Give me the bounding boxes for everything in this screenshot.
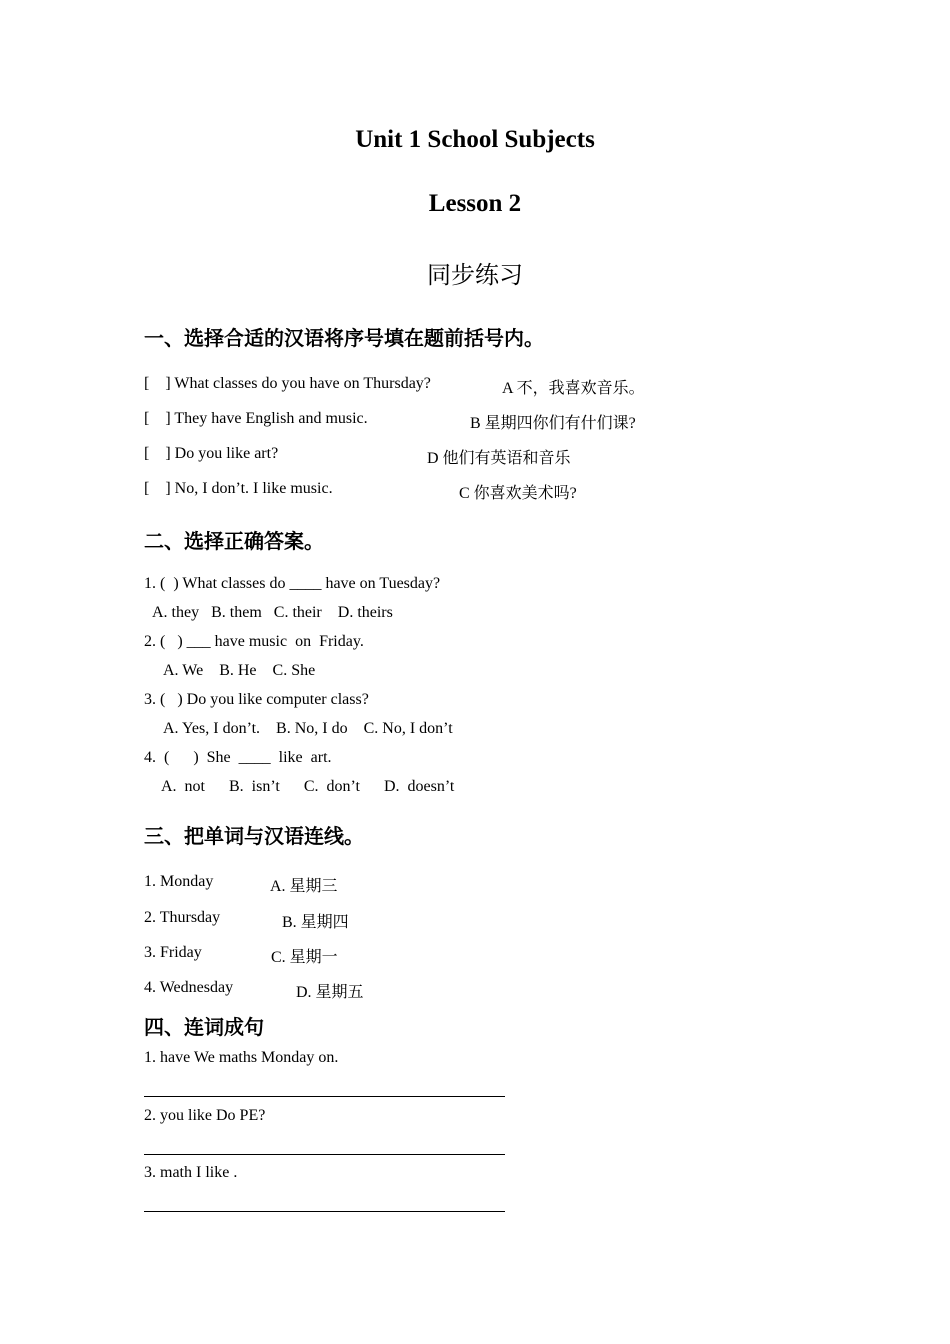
s4-answer-line-2[interactable] bbox=[144, 1154, 505, 1155]
s1-question-1: [ ] What classes do you have on Thursday? bbox=[144, 375, 431, 392]
s2-options-2: A. We B. He C. She bbox=[163, 662, 316, 679]
unit-title: Unit 1 School Subjects bbox=[355, 126, 595, 153]
section4-heading: 四、连词成句 bbox=[144, 1015, 264, 1039]
s2-options-1: A. they B. them C. their D. theirs bbox=[152, 604, 393, 621]
lesson-title: Lesson 2 bbox=[428, 190, 522, 217]
s2-question-3: 3. ( ) Do you like computer class? bbox=[144, 691, 369, 708]
s2-options-3: A. Yes, I don’t. B. No, I do C. No, I don’t bbox=[163, 720, 453, 737]
s1-question-4: [ ] No, I don’t. I like music. bbox=[144, 480, 333, 497]
s1-option-4: C 你喜欢美术吗? bbox=[459, 485, 577, 502]
s3-word-2: 2. Thursday bbox=[144, 909, 221, 926]
practice-title: 同步练习 bbox=[427, 261, 523, 289]
s1-option-1: A 不，我喜欢音乐。 bbox=[502, 380, 645, 397]
s1-option-2: B 星期四你们有什们课? bbox=[470, 415, 636, 432]
s3-meaning-2: B. 星期四 bbox=[282, 914, 349, 931]
s3-meaning-3: C. 星期一 bbox=[271, 949, 338, 966]
section3-heading: 三、把单词与汉语连线。 bbox=[144, 824, 364, 848]
s1-question-2: [ ] They have English and music. bbox=[144, 410, 368, 427]
s2-question-4: 4. ( ) She ____ like art. bbox=[144, 749, 332, 766]
s3-word-4: 4. Wednesday bbox=[144, 979, 234, 996]
s3-meaning-4: D. 星期五 bbox=[296, 984, 364, 1001]
section1-heading: 一、选择合适的汉语将序号填在题前括号内。 bbox=[144, 326, 544, 350]
s2-options-4: A. not B. isn’t C. don’t D. doesn’t bbox=[161, 778, 455, 795]
section2-heading: 二、选择正确答案。 bbox=[144, 529, 324, 553]
s3-word-3: 3. Friday bbox=[144, 944, 202, 961]
s2-question-1: 1. ( ) What classes do ____ have on Tuesday? bbox=[144, 575, 441, 592]
s4-answer-line-3[interactable] bbox=[144, 1211, 505, 1212]
s4-prompt-3: 3. math I like . bbox=[144, 1164, 238, 1181]
s4-prompt-1: 1. have We maths Monday on. bbox=[144, 1049, 339, 1066]
s1-question-3: [ ] Do you like art? bbox=[144, 445, 279, 462]
s3-meaning-1: A. 星期三 bbox=[270, 878, 338, 895]
s2-question-2: 2. ( ) ___ have music on Friday. bbox=[144, 633, 364, 650]
s4-prompt-2: 2. you like Do PE? bbox=[144, 1107, 266, 1124]
s4-answer-line-1[interactable] bbox=[144, 1096, 505, 1097]
s3-word-1: 1. Monday bbox=[144, 873, 214, 890]
s1-option-3: D 他们有英语和音乐 bbox=[427, 450, 571, 467]
